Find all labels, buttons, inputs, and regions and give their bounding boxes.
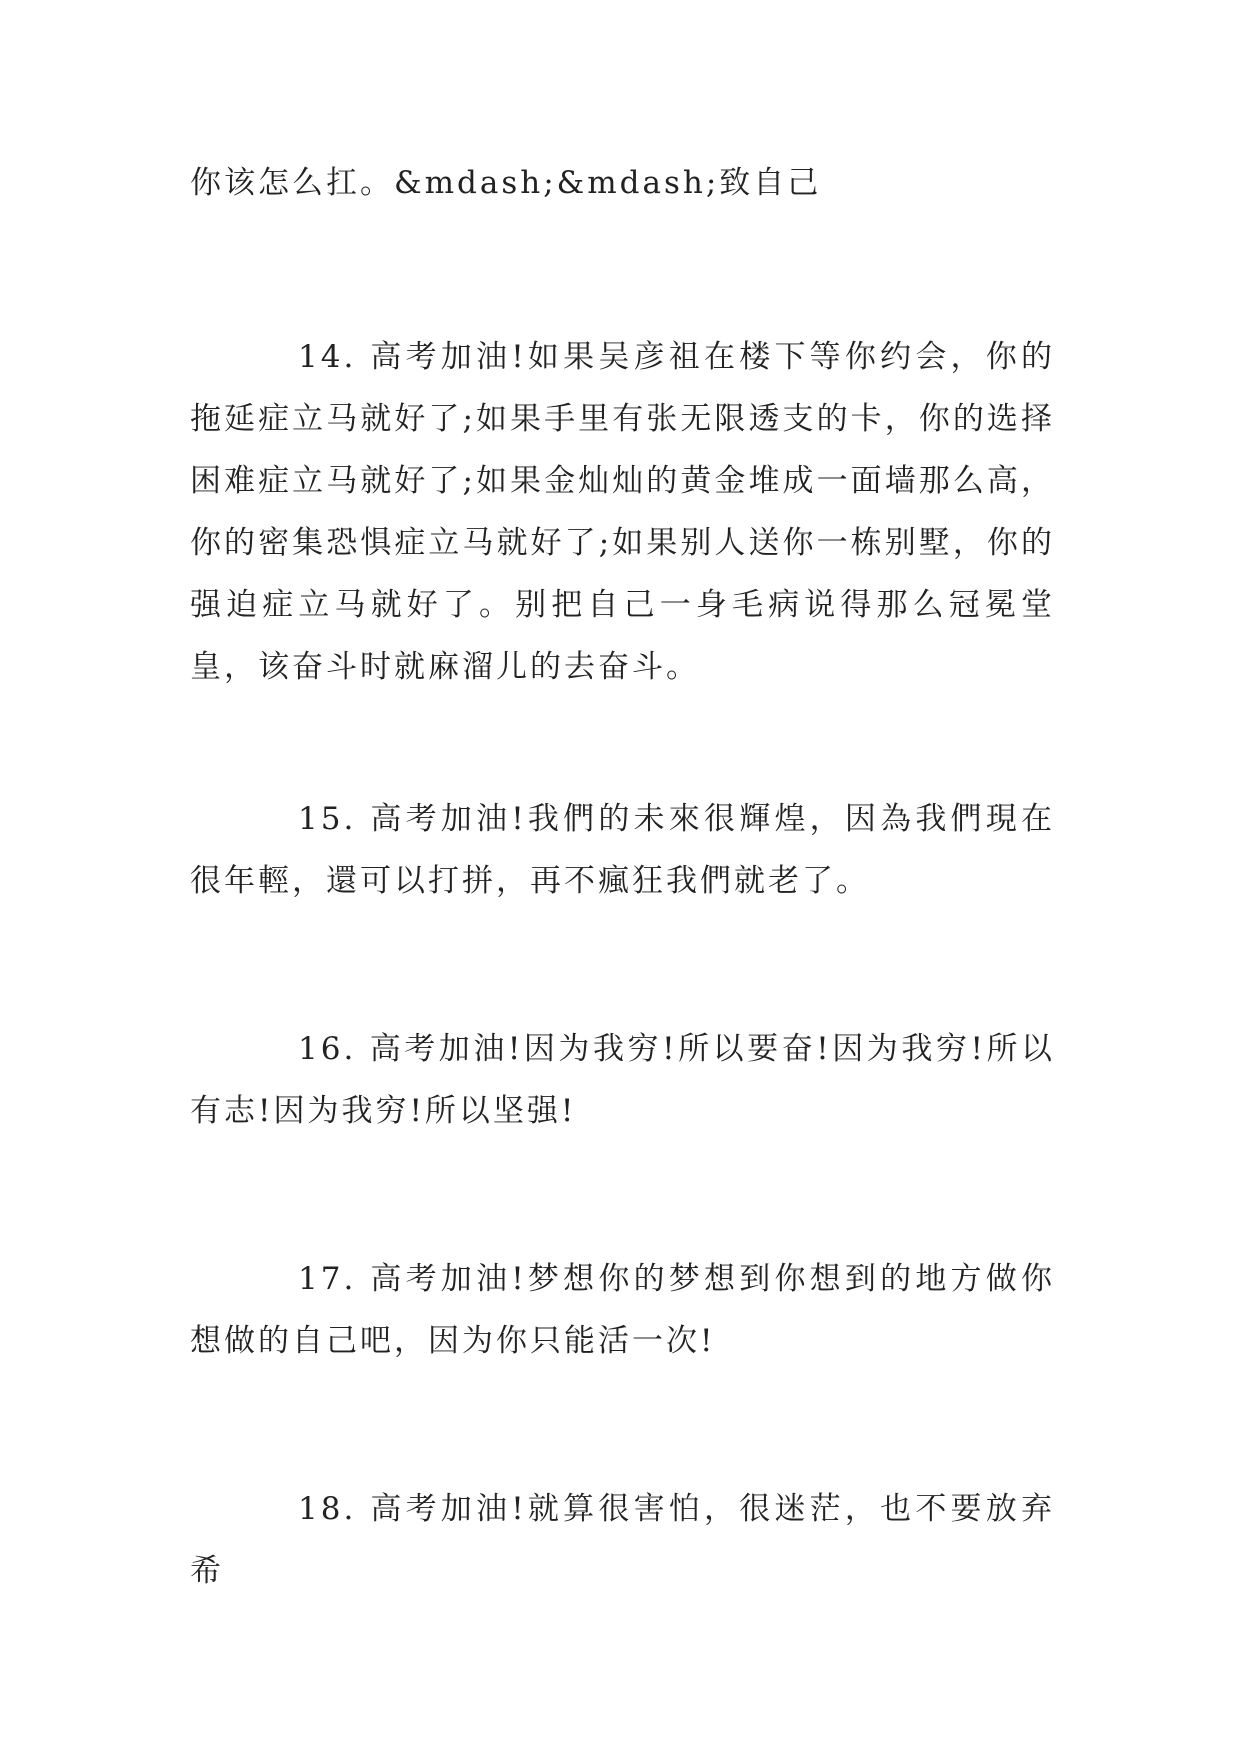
- paragraph-15: [190, 788, 1055, 912]
- paragraph-17: [190, 1248, 1055, 1372]
- paragraph-text: 你该怎么扛。&mdash;&mdash;致自己: [190, 165, 822, 201]
- paragraph-16: [190, 1018, 1055, 1142]
- paragraph-text: 15. 高考加油!我們的未來很輝煌，因為我們現在很年輕，還可以打拼，再不瘋狂我們就老了。: [190, 801, 1055, 899]
- paragraph-text: 17. 高考加油!梦想你的梦想到你想到的地方做你想做的自己吧，因为你只能活一次!: [190, 1261, 1055, 1359]
- paragraph-continuation: [190, 152, 1055, 214]
- paragraph-text: 18. 高考加油!就算很害怕，很迷茫，也不要放弃希: [190, 1491, 1055, 1589]
- paragraph-text: 14. 高考加油!如果吴彦祖在楼下等你约会，你的拖延症立马就好了;如果手里有张无限透支的卡，你的选择困难症立马就好了;如果金灿灿的黄金堆成一面墙那么高，你的密集恐惧症立马就好了;如果别人送你一栋别墅，你的强迫症立马就好了。别把自己一身毛病说得那么冠冕堂皇，该奋斗时就麻溜儿的去奋斗。: [190, 339, 1055, 685]
- paragraph-text: 16. 高考加油!因为我穷!所以要奋!因为我穷!所以有志!因为我穷!所以坚强!: [190, 1031, 1055, 1129]
- paragraph-18: [190, 1478, 1055, 1602]
- paragraph-14: [190, 326, 1055, 698]
